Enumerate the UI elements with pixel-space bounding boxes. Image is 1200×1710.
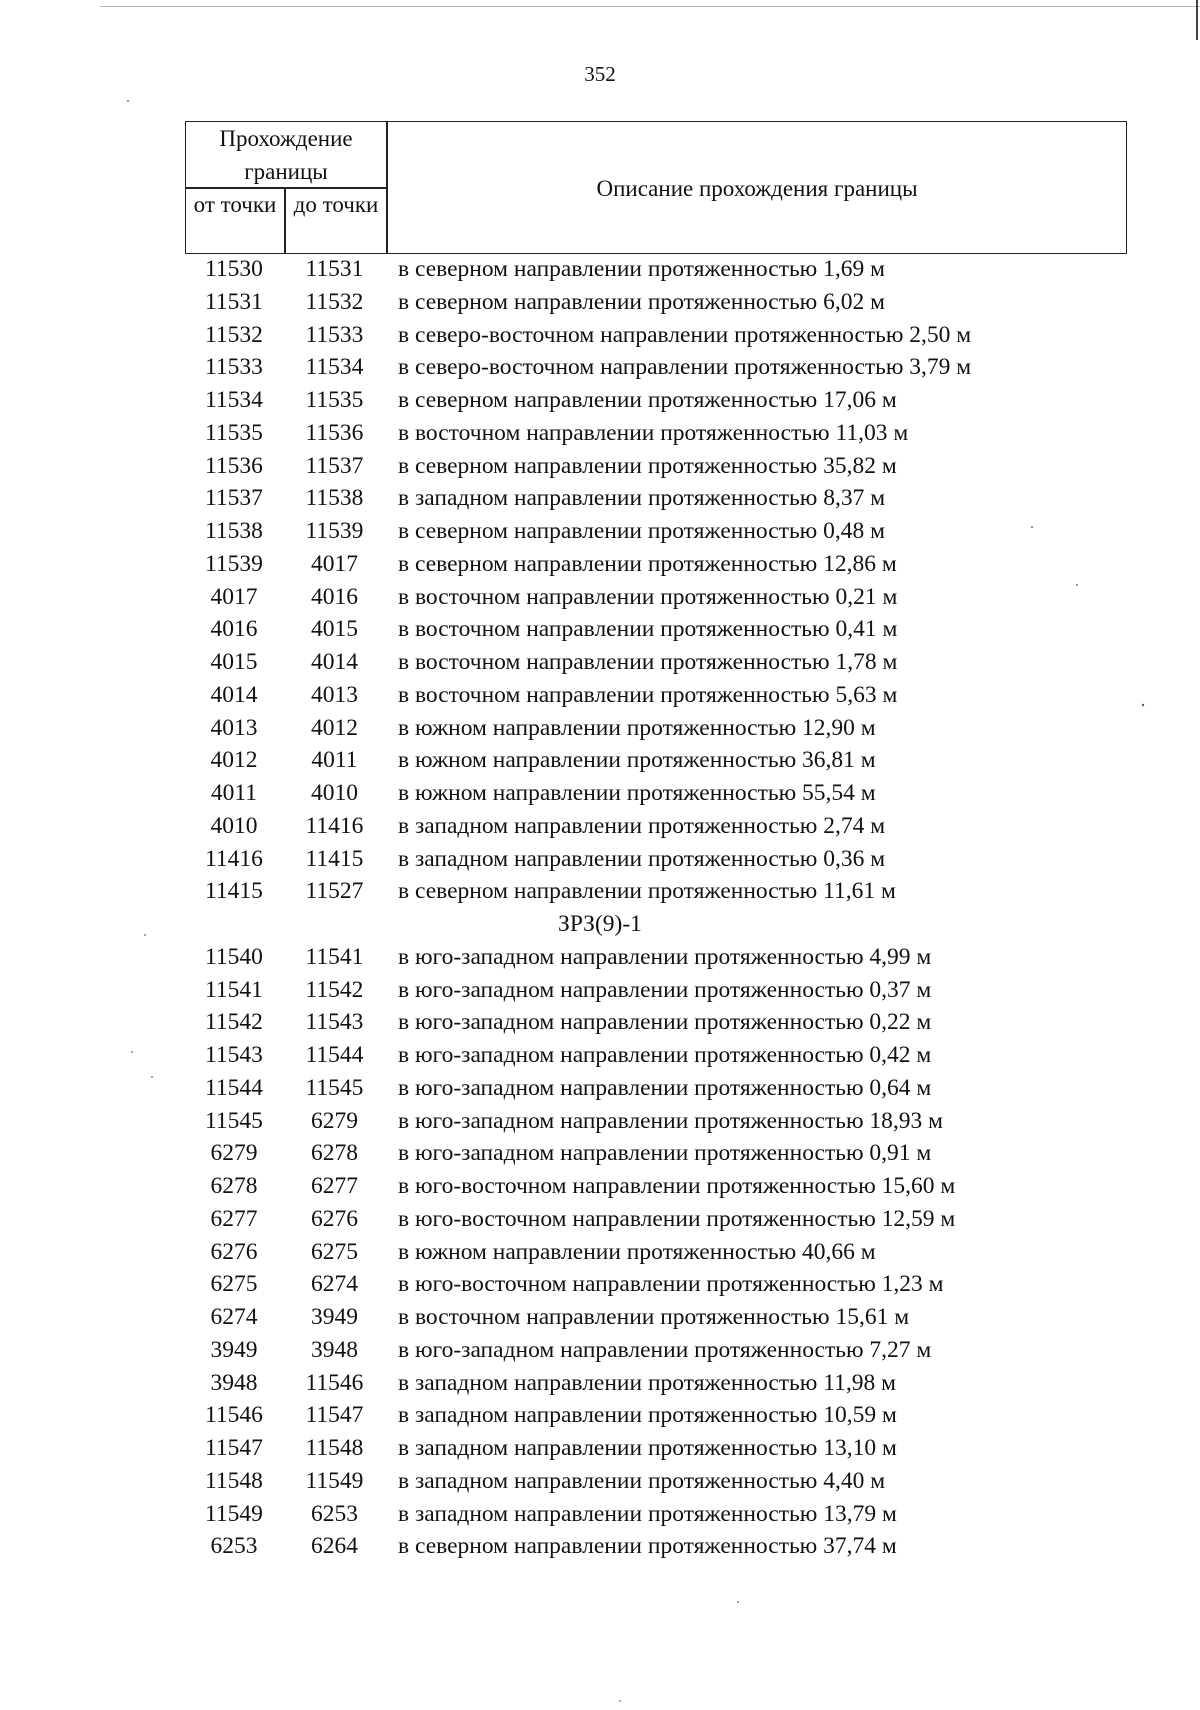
boundary-description: в юго-восточном направлении протяженностью 15,60 м — [398, 1173, 956, 1199]
to-point: 6264 — [311, 1533, 358, 1560]
to-point: 4012 — [311, 714, 358, 741]
from-point: 11548 — [205, 1467, 263, 1494]
from-point: 6253 — [210, 1533, 258, 1560]
boundary-description: в восточном направлении протяженностью 0,21 м — [398, 583, 898, 610]
to-point: 11538 — [305, 485, 364, 512]
from-point: 11531 — [205, 288, 263, 315]
to-point: 11546 — [305, 1369, 364, 1396]
from-point: 11538 — [205, 518, 263, 544]
from-point: 4016 — [210, 616, 258, 643]
from-point: 11536 — [205, 452, 263, 479]
from-point: 11539 — [205, 550, 263, 577]
from-point: 4015 — [210, 649, 258, 675]
from-point: 11534 — [205, 387, 263, 413]
boundary-description: в юго-западном направлении протяженностью 0,22 м — [398, 1009, 932, 1036]
boundary-description: в западном направлении протяженностью 13,10 м — [398, 1435, 897, 1461]
header-to-label: до точки — [293, 192, 379, 217]
to-point: 6253 — [311, 1500, 358, 1527]
boundary-description: в юго-западном направлении протяженностью 0,91 м — [398, 1140, 932, 1167]
boundary-description: в восточном направлении протяженностью 5,63 м — [398, 681, 898, 708]
boundary-description: в юго-западном направлении протяженностью 18,93 м — [398, 1107, 943, 1134]
from-point: 4013 — [210, 714, 258, 741]
to-point: 4014 — [311, 649, 358, 675]
to-point: 6275 — [311, 1238, 358, 1265]
from-point: 4010 — [210, 812, 258, 839]
boundary-description: в северном направлении протяженностью 35,82 м — [398, 452, 897, 479]
from-point: 4014 — [210, 681, 258, 708]
boundary-description: в юго-западном направлении протяженностью 0,37 м — [398, 976, 932, 1003]
boundary-description: в юго-западном направлении протяженностью 7,27 м — [398, 1336, 932, 1363]
boundary-description: в северном направлении протяженностью 17,06 м — [398, 387, 897, 413]
from-point: 4012 — [210, 747, 258, 774]
boundary-description: в северо-восточном направлении протяженностью 2,50 м — [398, 321, 972, 348]
to-point: 3948 — [311, 1336, 358, 1363]
to-point: 11537 — [305, 452, 364, 479]
to-point: 4013 — [311, 681, 358, 708]
from-point: 6279 — [210, 1140, 258, 1167]
to-point: 6274 — [311, 1271, 358, 1298]
boundary-description: в восточном направлении протяженностью 0,41 м — [398, 616, 898, 643]
from-point: 11533 — [205, 354, 263, 381]
from-point: 6277 — [210, 1205, 258, 1232]
to-point: 4011 — [311, 747, 358, 774]
boundary-description: в юго-восточном направлении протяженностью 1,23 м — [398, 1271, 944, 1298]
section-heading: ЗРЗ(9)-1 — [558, 911, 642, 937]
boundary-description: в восточном направлении протяженностью 15,61 м — [398, 1304, 910, 1330]
to-point: 11533 — [305, 321, 364, 348]
from-point: 11416 — [205, 845, 263, 872]
to-point: 6276 — [311, 1205, 358, 1232]
from-point: 6276 — [210, 1238, 258, 1265]
to-point: 11539 — [305, 518, 364, 544]
from-point: 11415 — [205, 878, 263, 905]
boundary-description: в юго-западном направлении протяженностью 4,99 м — [398, 943, 932, 970]
to-point: 6279 — [311, 1107, 358, 1134]
to-point: 6277 — [311, 1173, 358, 1199]
to-point: 11541 — [305, 943, 364, 970]
from-point: 11544 — [205, 1074, 263, 1101]
boundary-description: в северо-восточном направлении протяженностью 3,79 м — [398, 354, 972, 381]
header-from-label: от точки — [193, 192, 277, 217]
from-point: 6278 — [210, 1173, 258, 1199]
from-point: 11540 — [205, 943, 263, 970]
boundary-description: в южном направлении протяженностью 40,66 м — [398, 1238, 876, 1265]
boundary-description: в восточном направлении протяженностью 11,03 м — [398, 419, 909, 446]
boundary-description: в северном направлении протяженностью 6,02 м — [398, 288, 885, 315]
to-point: 4010 — [311, 780, 358, 806]
boundary-description: в южном направлении протяженностью 12,90 м — [398, 714, 876, 741]
boundary-description: в северном направлении протяженностью 1,69 м — [398, 256, 885, 282]
boundary-description: в юго-восточном направлении протяженностью 12,59 м — [398, 1205, 956, 1232]
from-point: 6275 — [210, 1271, 258, 1298]
boundary-description: в северном направлении протяженностью 0,48 м — [398, 518, 885, 544]
from-point: 11545 — [205, 1107, 263, 1134]
from-point: 11530 — [205, 256, 263, 282]
from-point: 11547 — [205, 1435, 263, 1461]
to-point: 11544 — [305, 1042, 364, 1068]
boundary-description: в восточном направлении протяженностью 1,78 м — [398, 649, 898, 675]
from-point: 4017 — [210, 583, 258, 610]
from-point: 6274 — [210, 1304, 258, 1330]
to-point: 11416 — [305, 812, 364, 839]
to-point: 11527 — [305, 878, 364, 905]
boundary-description: в западном направлении протяженностью 10,59 м — [398, 1402, 897, 1429]
boundary-description: в южном направлении протяженностью 36,81 м — [398, 747, 876, 774]
boundary-description: в западном направлении протяженностью 2,74 м — [398, 812, 886, 839]
to-point: 11535 — [305, 387, 364, 413]
to-point: 11415 — [305, 845, 364, 872]
to-point: 11532 — [305, 288, 364, 315]
from-point: 4011 — [210, 780, 258, 806]
from-point: 11546 — [205, 1402, 263, 1429]
boundary-description: в северном направлении протяженностью 11,61 м — [398, 878, 896, 905]
boundary-description: в южном направлении протяженностью 55,54 м — [398, 780, 876, 806]
boundary-description: в западном направлении протяженностью 4,40 м — [398, 1467, 886, 1494]
boundary-description: в западном направлении протяженностью 11,98 м — [398, 1369, 896, 1396]
from-point: 11543 — [205, 1042, 263, 1068]
to-point: 11548 — [305, 1435, 364, 1461]
to-point: 11536 — [305, 419, 364, 446]
to-point: 4016 — [311, 583, 358, 610]
to-point: 6278 — [311, 1140, 358, 1167]
to-point: 4017 — [311, 550, 358, 577]
header-description-label: Описание прохождения границы — [596, 176, 918, 201]
boundary-description: в западном направлении протяженностью 13,79 м — [398, 1500, 897, 1527]
from-point: 11541 — [205, 976, 263, 1003]
to-point: 11545 — [305, 1074, 364, 1101]
from-point: 11535 — [205, 419, 263, 446]
to-point: 11534 — [305, 354, 364, 381]
boundary-description: в северном направлении протяженностью 37,74 м — [398, 1533, 897, 1560]
from-point: 11537 — [205, 485, 263, 512]
to-point: 11531 — [305, 256, 364, 282]
from-point: 11542 — [205, 1009, 263, 1036]
boundary-description: в северном направлении протяженностью 12,86 м — [398, 550, 897, 577]
from-point: 3948 — [210, 1369, 258, 1396]
page-number: 352 — [584, 62, 616, 86]
from-point: 11549 — [205, 1500, 263, 1527]
to-point: 3949 — [311, 1304, 358, 1330]
from-point: 3949 — [210, 1336, 258, 1363]
to-point: 11549 — [305, 1467, 364, 1494]
to-point: 11543 — [305, 1009, 364, 1036]
from-point: 11532 — [205, 321, 263, 348]
boundary-description: в юго-западном направлении протяженностью 0,42 м — [398, 1042, 932, 1068]
header-group-label: Прохождение границы — [219, 126, 353, 184]
to-point: 4015 — [311, 616, 358, 643]
boundary-description: в юго-западном направлении протяженностью 0,64 м — [398, 1074, 932, 1101]
to-point: 11542 — [305, 976, 364, 1003]
boundary-description: в западном направлении протяженностью 8,37 м — [398, 485, 886, 512]
to-point: 11547 — [305, 1402, 364, 1429]
boundary-description: в западном направлении протяженностью 0,36 м — [398, 845, 886, 872]
